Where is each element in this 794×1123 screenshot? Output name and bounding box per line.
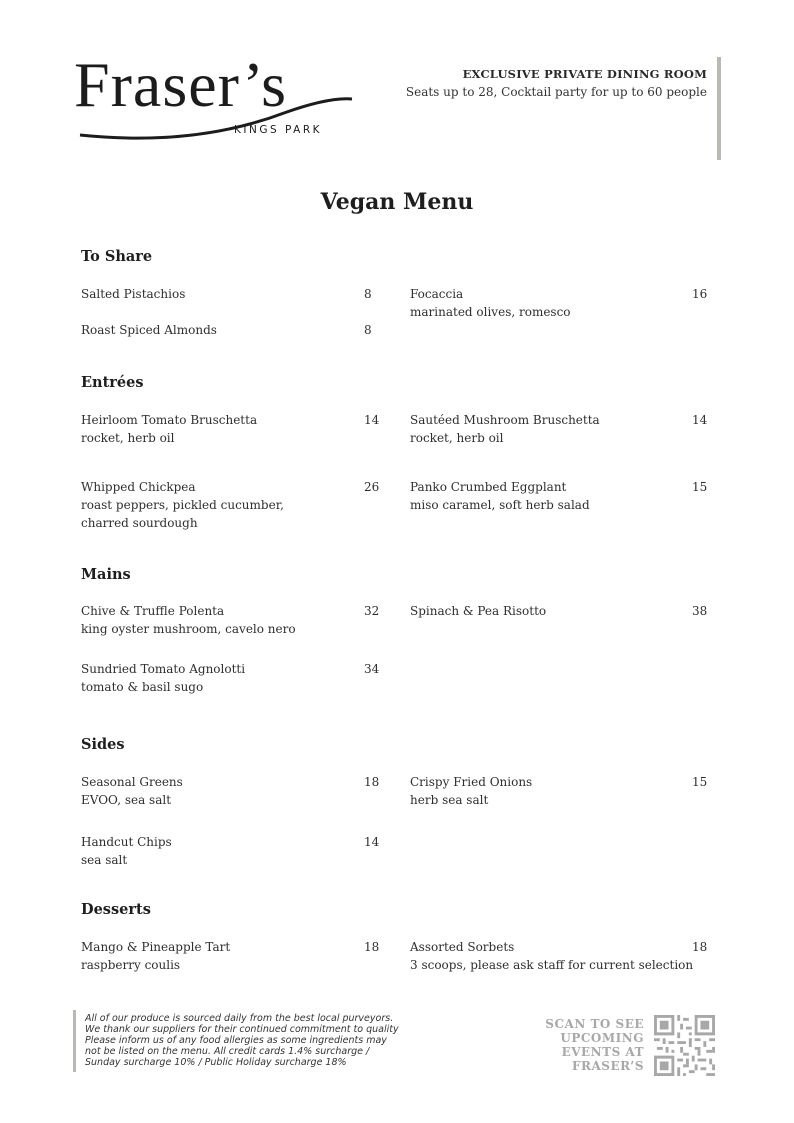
header-title: EXCLUSIVE PRIVATE DINING ROOM [462, 67, 707, 81]
menu-item [81, 411, 380, 447]
item-name: Sundried Tomato Agnolotti [81, 662, 246, 676]
item-name: Assorted Sorbets [410, 940, 515, 954]
item-price: 34 [364, 662, 380, 676]
item-price: 14 [692, 413, 708, 427]
menu-item [81, 773, 380, 809]
item-description: king oyster mushroom, cavelo nero [81, 622, 296, 636]
menu-item [81, 833, 380, 869]
footer-note-line: We thank our suppliers for their continued commitment to quality [85, 1024, 399, 1035]
scan-line: SCAN TO SEE [545, 1017, 644, 1031]
menu-item [81, 938, 380, 974]
item-price: 15 [692, 480, 708, 494]
item-description: rocket, herb oil [81, 431, 175, 445]
item-name: Whipped Chickpea [81, 480, 196, 494]
menu-item [81, 602, 380, 638]
item-description: rocket, herb oil [410, 431, 504, 445]
item-price: 14 [364, 413, 380, 427]
item-price: 8 [364, 323, 372, 337]
header-info [406, 67, 707, 99]
item-name: Chive & Truffle Polenta [81, 604, 225, 618]
menu-item [410, 285, 710, 321]
item-name: Handcut Chips [81, 835, 172, 849]
menu-item [81, 478, 380, 532]
menu-item [410, 938, 710, 974]
menu-title: Vegan Menu [320, 189, 474, 215]
menu-item [81, 660, 380, 696]
item-name: Spinach & Pea Risotto [410, 604, 547, 618]
item-description: sea salt [81, 853, 128, 867]
qr-code-icon[interactable] [654, 1015, 715, 1076]
scan-prompt [545, 1017, 644, 1073]
item-price: 26 [364, 480, 380, 494]
item-price: 18 [364, 775, 380, 789]
footer-note-line: Sunday surcharge 10% / Public Holiday surcharge 18% [85, 1057, 347, 1068]
item-name: Roast Spiced Almonds [81, 323, 217, 337]
footer-note-line: Please inform us of any food allergies as some ingredients may [85, 1035, 387, 1046]
item-price: 8 [364, 287, 372, 301]
header-subtitle: Seats up to 28, Cocktail party for up to 60 people [405, 85, 707, 99]
section-title-to-share: To Share [81, 248, 153, 265]
item-description: EVOO, sea salt [81, 793, 172, 807]
item-description: roast peppers, pickled cucumber, charred sourdough [81, 498, 284, 530]
item-price: 16 [692, 287, 708, 301]
item-name: Panko Crumbed Eggplant [410, 480, 567, 494]
footer-note-line: All of our produce is sourced daily from the best local purveyors. [85, 1013, 394, 1024]
item-price: 14 [364, 835, 380, 849]
item-name: Seasonal Greens [81, 775, 183, 789]
brand-location: KINGS PARK [234, 124, 322, 136]
item-price: 15 [692, 775, 708, 789]
item-price: 38 [692, 604, 708, 618]
item-price: 32 [364, 604, 380, 618]
item-name: Crispy Fried Onions [410, 775, 533, 789]
scan-line: EVENTS AT [561, 1045, 644, 1059]
section-title-desserts: Desserts [81, 901, 151, 918]
footer-divider [73, 1010, 76, 1072]
item-name: Focaccia [410, 287, 464, 301]
menu-item [410, 602, 710, 620]
item-description: 3 scoops, please ask staff for current selection [410, 958, 694, 972]
section-title-entrees: Entrées [81, 374, 144, 391]
item-name: Sautéed Mushroom Bruschetta [410, 413, 600, 427]
menu-item [81, 321, 371, 339]
header-divider [717, 57, 721, 160]
scan-line: FRASER’S [571, 1059, 644, 1073]
item-name: Heirloom Tomato Bruschetta [81, 413, 258, 427]
item-name: Mango & Pineapple Tart [81, 940, 231, 954]
item-description: herb sea salt [410, 793, 489, 807]
brand-logo [74, 49, 364, 145]
menu-item [410, 478, 710, 514]
item-price: 18 [364, 940, 380, 954]
item-description: raspberry coulis [81, 958, 181, 972]
section-title-mains: Mains [81, 566, 131, 583]
menu-item [410, 773, 710, 809]
item-price: 18 [692, 940, 708, 954]
footer-note [85, 1013, 445, 1068]
menu-item [410, 411, 710, 447]
section-title-sides: Sides [81, 736, 125, 753]
scan-line: UPCOMING [560, 1031, 644, 1045]
menu-item [81, 285, 371, 303]
item-description: tomato & basil sugo [81, 680, 204, 694]
item-name: Salted Pistachios [81, 287, 186, 301]
item-description: miso caramel, soft herb salad [410, 498, 590, 512]
item-description: marinated olives, romesco [410, 305, 571, 319]
footer-note-line: not be listed on the menu. All credit cards 1.4% surcharge / [85, 1046, 370, 1057]
brand-name: Fraser’s [74, 49, 287, 120]
